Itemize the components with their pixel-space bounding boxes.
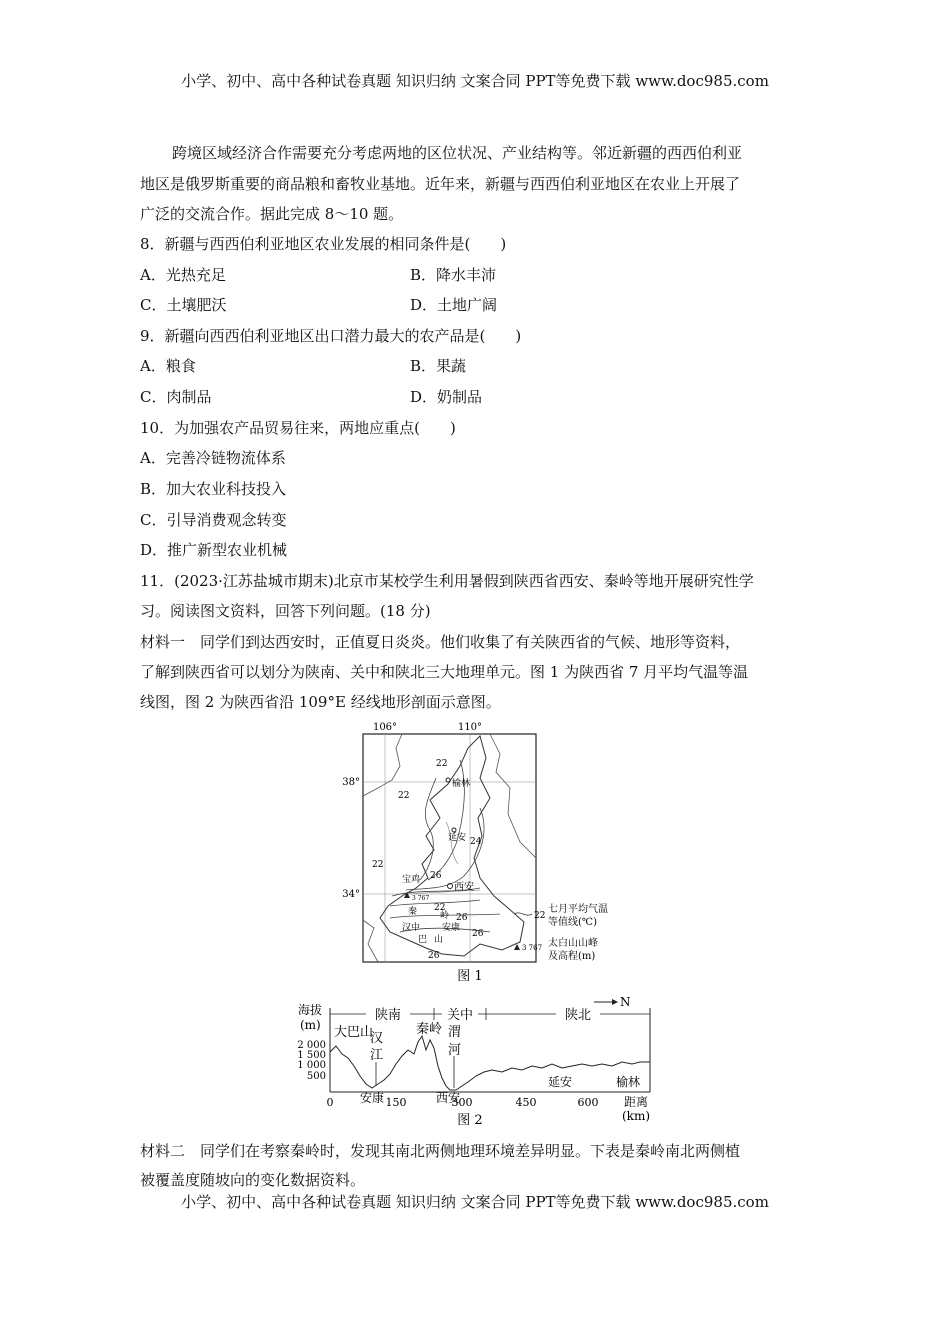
q8-option-d[interactable]: D．土地广阔 [410, 296, 498, 314]
label-jiang: 江 [370, 1048, 384, 1063]
q10-option-b[interactable]: B．加大农业科技投入 [140, 480, 287, 498]
city-hanzhong: 汉中 [402, 923, 421, 933]
legend-isotherm-line2: 等值线(℃) [548, 917, 597, 928]
q11-line-2: 习。阅读图文资料，回答下列问题。(18 分) [140, 602, 431, 620]
y-axis-title-1: 海拔 [298, 1003, 323, 1017]
y-tick-2000: 2 000 [297, 1040, 326, 1051]
material2-line-1: 材料二 同学们在考察秦岭时，发现其南北两侧地理环境差异明显。下表是秦岭南北两侧植 [140, 1142, 741, 1160]
city-xian: 西安 [454, 882, 474, 893]
material1-line-2: 了解到陕西省可以划分为陕南、关中和陕北三大地理单元。图 1 为陕西省 7 月平均气温等温 [140, 663, 749, 681]
city-yulin: 榆林 [452, 779, 471, 789]
legend-isotherm-value: 22 [534, 911, 546, 921]
q10-option-d[interactable]: D．推广新型农业机械 [140, 541, 288, 559]
q8-option-a[interactable]: A．光热充足 [140, 266, 226, 284]
lat-label-38: 38° [342, 777, 360, 788]
label-he: 河 [448, 1043, 462, 1058]
legend-peak-line1: 太白山山峰 [548, 938, 598, 949]
boundary-northwest [363, 734, 402, 796]
q10-stem: 10．为加强农产品贸易往来，两地应重点( ) [140, 419, 456, 437]
iso-label: 26 [430, 871, 442, 881]
x-axis-title-1: 距离 [623, 1095, 649, 1109]
x-tick-600: 600 [577, 1096, 599, 1109]
peak-elevation: 3 767 [412, 895, 430, 902]
label-yulin: 榆林 [616, 1075, 641, 1089]
city-ankang: 安康 [442, 923, 461, 933]
label-wei: 渭 [448, 1025, 462, 1040]
legend-peak-icon [514, 944, 520, 950]
region-north: 陕北 [564, 1008, 592, 1023]
y-tick-1500: 1 500 [297, 1050, 326, 1061]
q8-stem: 8．新疆与西西伯利亚地区农业发展的相同条件是( ) [140, 235, 507, 253]
x-axis-title-2: (km) [621, 1109, 651, 1123]
iso-label: 26 [456, 913, 468, 923]
y-tick-1000: 1 000 [297, 1060, 326, 1071]
label-xian: 西安 [436, 1091, 461, 1105]
north-arrow-icon [612, 999, 618, 1005]
label-shan: 山 [434, 935, 444, 945]
city-dot-yulin [446, 778, 450, 782]
north-label: N [620, 996, 631, 1009]
figure-2-terrain-profile [290, 996, 670, 1132]
legend-peak-line2: 及高程(m) [548, 951, 596, 962]
label-yanan: 延安 [548, 1075, 573, 1089]
label-ankang: 安康 [360, 1091, 385, 1105]
city-yanan: 延安 [448, 833, 467, 843]
isotherm-22-mid [428, 760, 467, 880]
q9-option-a[interactable]: A．粮食 [140, 357, 196, 375]
label-ba: 巴 [418, 935, 428, 945]
lat-label-34: 34° [342, 889, 360, 900]
x-tick-450: 450 [515, 1096, 537, 1109]
x-tick-0: 0 [326, 1096, 334, 1109]
figure-1-caption: 图 1 [457, 969, 483, 984]
legend-peak-value: 3 767 [522, 944, 543, 952]
x-tick-150: 150 [385, 1096, 407, 1109]
q10-option-a[interactable]: A．完善冷链物流体系 [140, 449, 286, 467]
q10-option-c[interactable]: C．引导消费观念转变 [140, 511, 287, 529]
iso-label: 22 [436, 759, 448, 769]
lon-label-106: 106° [372, 722, 398, 733]
q9-option-b[interactable]: B．果蔬 [410, 357, 467, 375]
q9-stem: 9．新疆向西西伯利亚地区出口潜力最大的农产品是( ) [140, 327, 522, 345]
iso-label: 26 [428, 951, 440, 961]
label-ling: 岭 [440, 911, 450, 921]
intro-line-1: 跨境区域经济合作需要充分考虑两地的区位状况、产业结构等。邻近新疆的西西伯利亚 [172, 144, 743, 162]
x-tick-300: 300 [451, 1096, 473, 1109]
q9-option-c[interactable]: C．肉制品 [140, 388, 212, 406]
y-axis-title-2: (m) [300, 1018, 321, 1032]
city-dot-yanan [452, 828, 456, 832]
boundary-southwest [363, 920, 378, 962]
iso-label: 24 [470, 837, 482, 847]
city-baoji: 宝鸡 [402, 875, 421, 885]
page-footer: 小学、初中、高中各种试卷真题 知识归纳 文案合同 PPT等免费下载 www.doc985.com [181, 1193, 769, 1211]
intro-line-3: 广泛的交流合作。据此完成 8～10 题。 [140, 205, 404, 223]
iso-label: 22 [434, 903, 446, 913]
y-tick-500: 500 [306, 1071, 326, 1082]
label-dabashan: 大巴山 [334, 1025, 374, 1040]
q8-option-b[interactable]: B．降水丰沛 [410, 266, 497, 284]
region-middle: 关中 [446, 1008, 474, 1023]
q9-option-d[interactable]: D．奶制品 [410, 388, 483, 406]
lon-label-110: 110° [457, 722, 483, 733]
q8-option-c[interactable]: C．土壤肥沃 [140, 296, 227, 314]
figure-1-isotherm-map [330, 718, 660, 988]
material1-line-1: 材料一 同学们到达西安时，正值夏日炎炎。他们收集了有关陕西省的气候、地形等资料， [140, 633, 741, 651]
intro-line-2: 地区是俄罗斯重要的商品粮和畜牧业基地。近年来，新疆与西西伯利亚地区在农业上开展了 [140, 175, 741, 193]
material1-line-3: 线图，图 2 为陕西省沿 109°E 经线地形剖面示意图。 [140, 693, 501, 711]
label-qinling: 秦岭 [416, 1022, 443, 1037]
q11-line-1: 11．(2023·江苏盐城市期末)北京市某校学生利用暑假到陕西省西安、秦岭等地开展研究性学 [140, 572, 754, 590]
legend-isotherm-symbol [514, 913, 532, 915]
iso-label: 22 [372, 860, 384, 870]
label-han: 汉 [370, 1031, 384, 1046]
legend-isotherm-line1: 七月平均气温 [548, 904, 608, 915]
iso-label: 22 [398, 791, 410, 801]
page-header: 小学、初中、高中各种试卷真题 知识归纳 文案合同 PPT等免费下载 www.doc985.com [181, 72, 769, 90]
iso-label: 26 [472, 929, 484, 939]
boundary-east [490, 734, 536, 858]
material2-line-2: 被覆盖度随坡向的变化数据资料。 [140, 1171, 366, 1189]
label-qin: 秦 [408, 907, 418, 917]
region-south: 陕南 [374, 1008, 402, 1023]
figure-2-caption: 图 2 [457, 1113, 483, 1128]
